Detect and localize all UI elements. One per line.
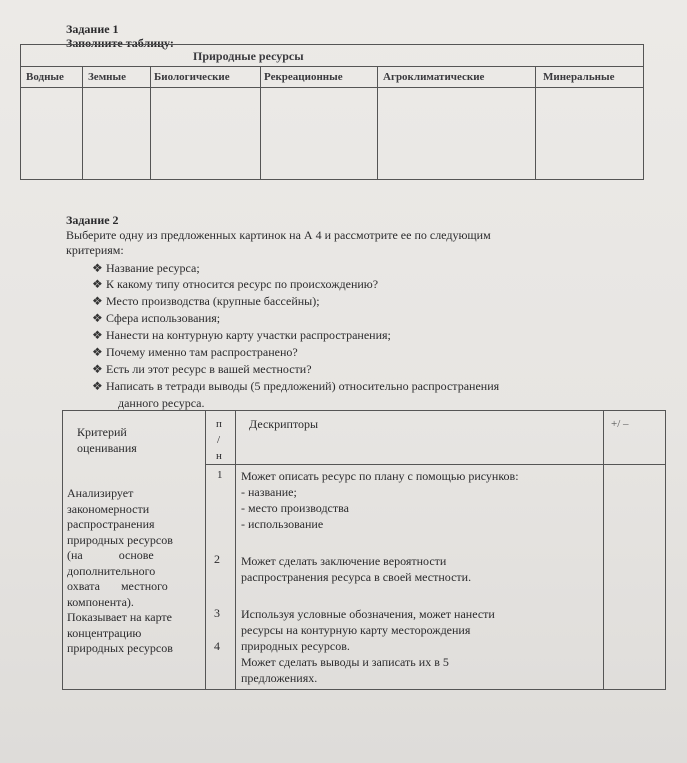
diamond-bullet-icon: ❖ — [92, 328, 103, 342]
table-divider — [260, 66, 261, 179]
descriptor-line: распространения ресурса в своей местности. — [241, 570, 472, 584]
criterion-text-line: концентрацию — [67, 625, 142, 640]
task1-instruction: Заполните таблицу: — [66, 36, 174, 50]
descriptor-line: Может описать ресурс по плану с помощью рисунков: — [241, 469, 519, 483]
diamond-bullet-icon: ❖ — [92, 277, 103, 291]
group-header: Природные ресурсы — [193, 49, 304, 63]
resources-table — [20, 44, 644, 180]
descriptor-line: Может сделать выводы и записать их в 5 — [241, 655, 449, 669]
criterion-text-line: компонента). — [67, 594, 134, 609]
criteria-item: ❖ К какому типу относится ресурс по происхождению? — [92, 277, 379, 291]
criterion-text-line: (на основе — [67, 548, 154, 562]
task2-intro-line1: Выберите одну из предложенных картинок на А 4 и рассмотрите ее по следующим — [66, 228, 491, 242]
criteria-item: ❖ Нанести на контурную карту участки распространения; — [92, 328, 391, 342]
criterion-text-line: дополнительного — [67, 563, 156, 578]
criteria-item-tail: данного ресурса. — [118, 396, 205, 410]
descriptor-line: Может сделать заключение вероятности — [241, 554, 447, 568]
diamond-bullet-icon: ❖ — [92, 362, 103, 376]
criterion-text-line: природных ресурсов — [67, 532, 173, 547]
diamond-bullet-icon: ❖ — [92, 294, 103, 308]
column-header-land: Земные — [88, 71, 126, 83]
column-header-mineral: Минеральные — [543, 71, 615, 83]
task1-title: Задание 1 — [66, 22, 119, 36]
descriptor-line: природных ресурсов. — [241, 639, 350, 653]
table-rule — [21, 87, 643, 88]
row-number-4: 4 — [214, 639, 220, 653]
table-divider — [205, 411, 206, 689]
table-divider — [603, 411, 604, 689]
descriptors-header: Дескрипторы — [249, 417, 319, 431]
table-rule — [21, 66, 643, 67]
criteria-item: ❖ Сфера использования; — [92, 311, 221, 325]
criteria-item: ❖ Название ресурса; — [92, 261, 200, 275]
num-header-slash: / — [217, 434, 221, 446]
criteria-item: ❖ Место производства (крупные бассейны); — [92, 294, 320, 308]
table-divider — [82, 66, 83, 179]
criterion-header-line2: оценивания — [77, 441, 137, 455]
descriptor-line: предложениях. — [241, 671, 318, 685]
diamond-bullet-icon: ❖ — [92, 261, 103, 275]
criterion-text-line: закономерности — [67, 501, 150, 516]
criterion-text-line: распространения — [67, 517, 155, 531]
row-number-1: 1 — [217, 469, 223, 481]
column-header-agroclimatic: Агроклиматические — [383, 71, 485, 83]
table-rule — [205, 464, 665, 465]
criterion-text-line: Анализирует — [67, 486, 134, 500]
descriptor-line: - название; — [241, 485, 297, 499]
descriptor-line: ресурсы на контурную карту месторождения — [241, 623, 471, 637]
diamond-bullet-icon: ❖ — [92, 311, 103, 325]
descriptor-line: - использование — [241, 517, 324, 531]
column-header-recreational: Рекреационные — [264, 71, 343, 83]
task2-title: Задание 2 — [66, 213, 119, 227]
diamond-bullet-icon: ❖ — [92, 379, 103, 393]
criteria-item: ❖ Есть ли этот ресурс в вашей местности? — [92, 362, 312, 376]
assessment-table — [62, 410, 666, 690]
criterion-text-line: Показывает на карте — [67, 610, 172, 624]
diamond-bullet-icon: ❖ — [92, 345, 103, 359]
table-divider — [377, 66, 378, 179]
criteria-item: ❖ Почему именно там распространено? — [92, 345, 298, 359]
task2-intro-line2: критериям: — [66, 243, 124, 257]
row-number-3: 3 — [214, 606, 220, 620]
score-header: +/ – — [611, 418, 629, 430]
table-divider — [535, 66, 536, 179]
column-header-water: Водные — [26, 71, 64, 83]
column-header-biological: Биологические — [154, 71, 230, 83]
descriptor-line: - место производства — [241, 501, 349, 515]
descriptor-line: Используя условные обозначения, может нанести — [241, 607, 495, 621]
row-number-2: 2 — [214, 552, 220, 566]
criteria-item: ❖ Написать в тетради выводы (5 предложений) относительно распространения — [92, 379, 500, 393]
criterion-header-line1: Критерий — [77, 425, 127, 439]
criterion-text-line: природных ресурсов — [67, 641, 173, 655]
table-divider — [150, 66, 151, 179]
criterion-text-line: охвата местного — [67, 579, 168, 593]
num-header-n: н — [216, 450, 222, 462]
table-divider — [235, 411, 236, 689]
num-header-p: п — [216, 418, 222, 430]
